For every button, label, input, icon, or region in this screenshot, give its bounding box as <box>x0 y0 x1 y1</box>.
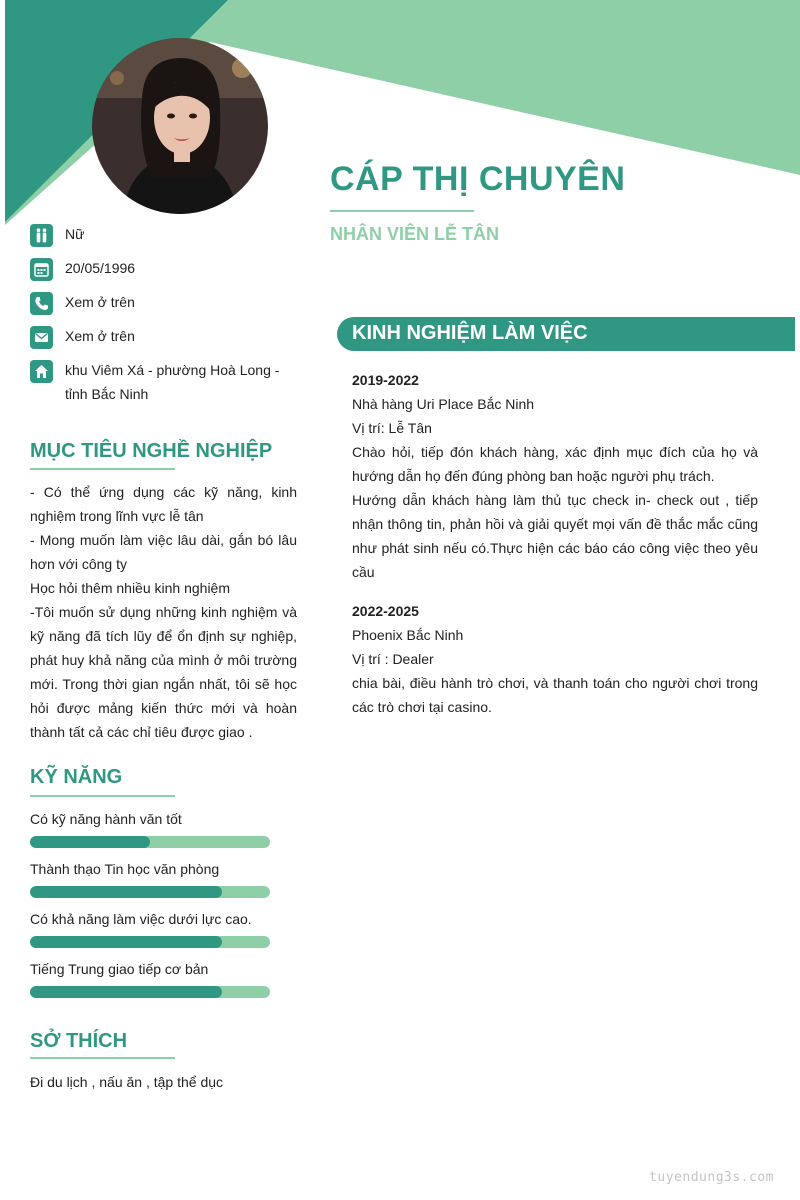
job-position: Vị trí: Lễ Tân <box>352 420 432 436</box>
objective-line: -Tôi muốn sử dụng những kinh nghiệm và kỹ năng đã tích lũy để ổn định sự nghiệp, phát huy khả năng của mình ở môi trường mới. Trong thời gian ngắn nhất, tôi sẽ học hỏi được mảng kiến thức mới và hoàn thành tất cả các chỉ tiêu được giao . <box>30 604 297 740</box>
contact-gender-text: Nữ <box>65 226 85 242</box>
skill-fill <box>30 936 222 948</box>
skills-underline <box>30 795 175 797</box>
avatar <box>92 38 268 214</box>
calendar-icon <box>30 258 53 281</box>
objective-text <box>30 480 297 744</box>
skill-bar <box>30 936 270 948</box>
contact-phone-text: Xem ở trên <box>65 294 135 310</box>
skill-label: Có kỹ năng hành văn tốt <box>30 811 182 827</box>
home-icon <box>30 360 53 383</box>
watermark: tuyendung3s.com <box>649 1170 774 1185</box>
job-description: Hướng dẫn khách hàng làm thủ tục check in- check out , tiếp nhận thông tin, phản hồi và giải quyết mọi vấn đề thắc mắc cũng như phát sinh nếu có.Thực hiện các báo cáo công việc theo yêu cầu <box>352 492 758 580</box>
objective-title: MỤC TIÊU NGHỀ NGHIỆP <box>30 440 273 462</box>
job-company: Phoenix Bắc Ninh <box>352 627 464 643</box>
skill-label: Có khả năng làm việc dưới lực cao. <box>30 911 252 927</box>
contact-birthday <box>30 256 300 290</box>
skill-bar <box>30 886 270 898</box>
hobbies-text: Đi du lịch , nấu ăn , tập thể dục <box>30 1074 224 1090</box>
contact-list <box>30 222 300 406</box>
job-entry <box>352 599 758 719</box>
job-description: chia bài, điều hành trò chơi, và thanh toán cho người chơi trong các trò chơi tại casino. <box>352 675 758 715</box>
skill-label: Tiếng Trung giao tiếp cơ bản <box>30 961 209 977</box>
job-position: Vị trí : Dealer <box>352 651 434 667</box>
skill-bar <box>30 836 270 848</box>
job-entry <box>352 368 758 584</box>
avatar-photo <box>92 38 268 214</box>
name-underline <box>330 210 474 212</box>
objective-line: Học hỏi thêm nhiều kinh nghiệm <box>30 580 231 596</box>
job-period: 2022-2025 <box>352 603 419 619</box>
candidate-name: CÁP THỊ CHUYÊN <box>330 160 626 198</box>
experience-list <box>352 368 758 734</box>
job-description: Chào hỏi, tiếp đón khách hàng, xác định mục đích của họ và hướng dẫn họ đến đúng phòng ban hoặc người phụ trách. <box>352 444 758 484</box>
experience-title: KINH NGHIỆM LÀM VIỆC <box>352 322 588 344</box>
email-icon <box>30 326 53 349</box>
contact-gender <box>30 222 300 256</box>
skill-item <box>30 858 270 908</box>
skill-bar <box>30 986 270 998</box>
skill-fill <box>30 986 222 998</box>
skill-fill <box>30 886 222 898</box>
skill-item <box>30 908 270 958</box>
job-title: NHÂN VIÊN LỄ TÂN <box>330 224 500 244</box>
contact-phone <box>30 290 300 324</box>
skill-label: Thành thạo Tin học văn phòng <box>30 861 220 877</box>
contact-email-text: Xem ở trên <box>65 328 135 344</box>
experience-banner <box>337 317 795 351</box>
contact-email <box>30 324 300 358</box>
contact-birthday-text: 20/05/1996 <box>65 260 136 276</box>
job-period: 2019-2022 <box>352 372 419 388</box>
contact-address <box>30 358 300 406</box>
hobbies-title: SỞ THÍCH <box>30 1030 128 1052</box>
contact-address-text: khu Viêm Xá - phường Hoà Long -tỉnh Bắc Ninh <box>65 362 280 402</box>
job-company: Nhà hàng Uri Place Bắc Ninh <box>352 396 535 412</box>
objective-line: - Có thể ứng dụng các kỹ năng, kinh nghiệm trong lĩnh vực lễ tân <box>30 484 297 524</box>
objective-line: - Mong muốn làm việc lâu dài, gắn bó lâu hơn với công ty <box>30 532 297 572</box>
skills-title: KỸ NĂNG <box>30 766 123 788</box>
gender-icon <box>30 224 53 247</box>
skills-list <box>30 808 270 1008</box>
skill-item <box>30 808 270 858</box>
phone-icon <box>30 292 53 315</box>
skill-item <box>30 958 270 1008</box>
objective-underline <box>30 468 175 470</box>
skill-fill <box>30 836 150 848</box>
hobbies-underline <box>30 1057 175 1059</box>
